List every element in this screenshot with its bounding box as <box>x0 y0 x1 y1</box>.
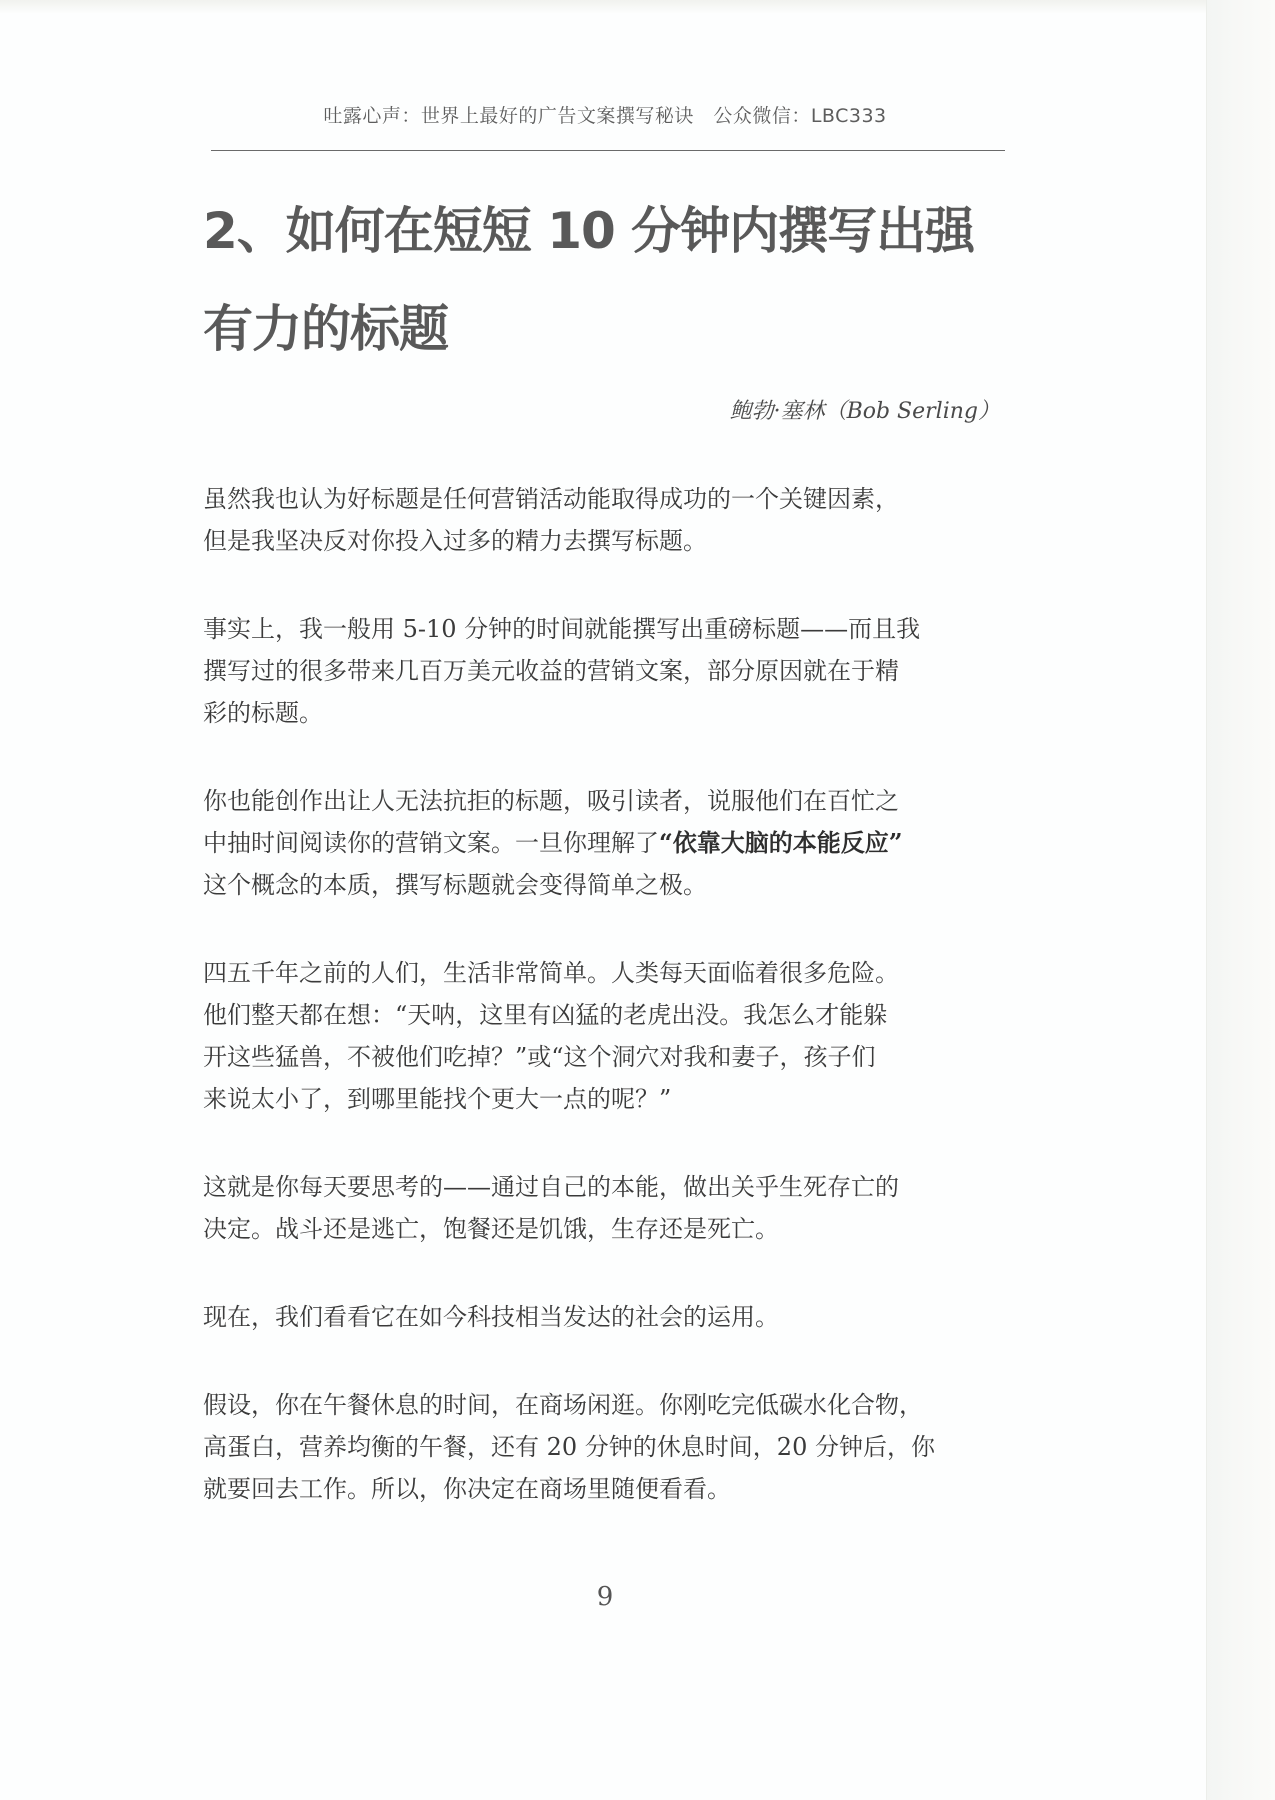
scan-edge-right <box>1206 0 1275 1800</box>
text-line: 撰写过的很多带来几百万美元收益的营销文案，部分原因就在于精 <box>203 657 899 685</box>
scan-shadow-top <box>0 0 1275 14</box>
body-text <box>203 478 1015 1556</box>
header-divider <box>211 150 1005 151</box>
emphasized-phrase: “依靠大脑的本能反应” <box>659 828 903 857</box>
running-header: 吐露心声：世界上最好的广告文案撰写秘诀 公众微信：LBC333 <box>323 105 887 127</box>
text-line: 来说太小了，到哪里能找个更大一点的呢？” <box>203 1085 672 1113</box>
paragraph <box>203 1384 1015 1510</box>
text-line: 高蛋白，营养均衡的午餐，还有 20 分钟的休息时间，20 分钟后，你 <box>203 1433 935 1461</box>
text-line: 决定。战斗还是逃亡，饱餐还是饥饿，生存还是死亡。 <box>203 1215 779 1243</box>
paragraph <box>203 952 1015 1120</box>
text-line: 现在，我们看看它在如今科技相当发达的社会的运用。 <box>203 1303 779 1331</box>
text-line: 就要回去工作。所以，你决定在商场里随便看看。 <box>203 1475 731 1503</box>
text-line: 你也能创作出让人无法抗拒的标题，吸引读者，说服他们在百忙之 <box>203 787 899 815</box>
text-line: 彩的标题。 <box>203 699 323 727</box>
text-line: 他们整天都在想：“天呐，这里有凶猛的老虎出没。我怎么才能躲 <box>203 1001 888 1029</box>
text-line: 这就是你每天要思考的——通过自己的本能，做出关乎生死存亡的 <box>203 1173 899 1201</box>
paragraph <box>203 1296 1015 1338</box>
text-line: 但是我坚决反对你投入过多的精力去撰写标题。 <box>203 527 707 555</box>
text-line: 四五千年之前的人们，生活非常简单。人类每天面临着很多危险。 <box>203 959 899 987</box>
paragraph <box>203 780 1015 906</box>
paragraph <box>203 478 1015 562</box>
text-line: 中抽时间阅读你的营销文案。一旦你理解了 <box>203 829 659 857</box>
text-line: 假设，你在午餐休息的时间，在商场闲逛。你刚吃完低碳水化合物， <box>203 1391 923 1419</box>
author-byline: 鲍勃·塞林（Bob Serling） <box>729 399 1000 424</box>
text-line: 虽然我也认为好标题是任何营销活动能取得成功的一个关键因素， <box>203 485 899 513</box>
paragraph <box>203 1166 1015 1250</box>
text-line: 这个概念的本质，撰写标题就会变得简单之极。 <box>203 871 707 899</box>
chapter-title-line: 有力的标题 <box>203 300 448 358</box>
paragraph <box>203 608 1015 734</box>
chapter-title <box>203 182 1013 378</box>
text-line: 开这些猛兽，不被他们吃掉？”或“这个洞穴对我和妻子，孩子们 <box>203 1043 876 1071</box>
page-number: 9 <box>596 1582 614 1612</box>
chapter-title-line: 2、如何在短短 10 分钟内撰写出强 <box>203 202 975 260</box>
text-line: 事实上，我一般用 5-10 分钟的时间就能撰写出重磅标题——而且我 <box>203 615 921 643</box>
